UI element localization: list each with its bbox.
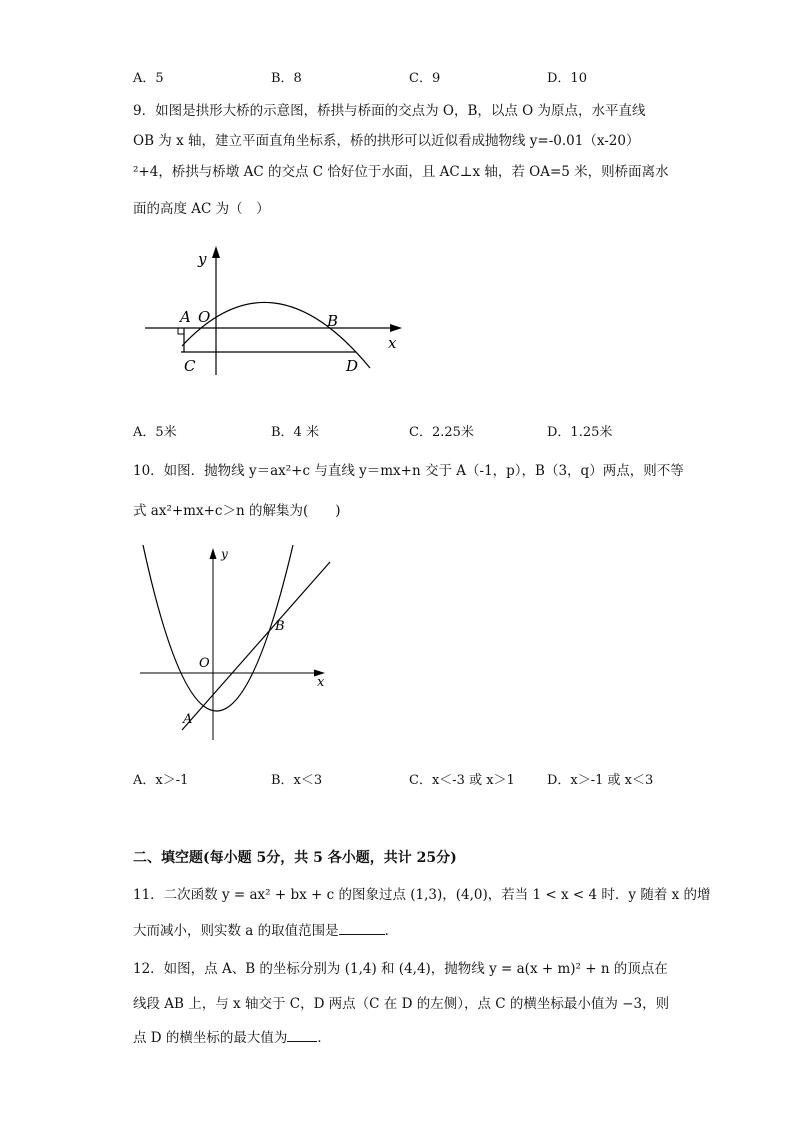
q10-option-a: A．x＞-1 xyxy=(133,773,189,788)
section-title-fill-in: 二、填空题(每小题 5分，共 5 各小题，共计 25分) xyxy=(133,850,457,866)
q11-text-line2 xyxy=(133,919,398,939)
q12-text-line3 xyxy=(133,1026,331,1046)
q9-label-b: B xyxy=(327,312,339,330)
q10-parabola xyxy=(143,545,293,711)
q11-answer-blank[interactable] xyxy=(339,934,385,935)
q10-graph-figure xyxy=(135,540,335,745)
q9-option-a: A．5米 xyxy=(133,425,177,440)
q10-text-line1: 10．如图．抛物线 y＝ax²+c 与直线 y＝mx+n 交于 A（-1，p），B（3，q）两点，则不等 xyxy=(133,463,684,479)
q8-option-c: C．9 xyxy=(409,71,441,86)
q10-label-a: A xyxy=(183,712,193,727)
q10-text-line2: 式 ax²+mx+c＞n 的解集为( ) xyxy=(133,503,341,519)
q8-option-b: B．8 xyxy=(271,71,302,86)
q9-option-b: B．4 米 xyxy=(271,425,319,440)
q11-text-line1: 11．二次函数 y = ax² + bx + c 的图象过点 (1,3)，(4,0)，若当 1 < x < 4 时．y 随着 x 的增 xyxy=(133,887,711,903)
q10-option-b: B．x＜3 xyxy=(271,773,323,788)
q9-label-o: O xyxy=(198,308,211,326)
q9-text-line1: 9．如图是拱形大桥的示意图，桥拱与桥面的交点为 O，B，以点 O 为原点，水平直线 xyxy=(133,103,646,119)
q9-option-d: D．1.25米 xyxy=(547,425,613,440)
q9-label-a: A xyxy=(180,308,191,326)
q12-line3-end: ． xyxy=(317,1030,331,1046)
q9-x-axis-arrow xyxy=(390,324,402,332)
q9-right-angle-mark xyxy=(178,328,184,334)
q12-text-line2: 线段 AB 上，与 x 轴交于 C，D 两点（C 在 D 的左侧），点 C 的横坐标最小值为 −3，则 xyxy=(133,996,670,1012)
q9-text-line2: OB 为 x 轴，建立平面直角坐标系，桥的拱形可以近似看成抛物线 y=-0.01（x-20） xyxy=(133,133,640,149)
q9-label-d: D xyxy=(346,357,359,375)
q9-bridge-figure xyxy=(140,240,410,380)
q9-label-y: y xyxy=(198,250,207,268)
q8-option-a: A．5 xyxy=(133,71,164,86)
q10-line xyxy=(182,562,330,730)
q9-label-c: C xyxy=(184,357,196,375)
q11-line2-end: ． xyxy=(384,923,399,939)
q10-y-axis-arrow xyxy=(210,548,217,559)
q10-label-o: O xyxy=(199,656,210,671)
q12-answer-blank[interactable] xyxy=(287,1041,317,1042)
q8-option-d: D．10 xyxy=(547,71,587,86)
q10-option-c: C．x＜-3 或 x＞1 xyxy=(409,773,515,788)
q12-line3-text: 点 D 的横坐标的最大值为 xyxy=(133,1030,288,1046)
q9-text-line3: ²+4，桥拱与桥墩 AC 的交点 C 恰好位于水面，且 AC⊥x 轴，若 OA=5 米，则桥面离水 xyxy=(133,164,669,180)
q9-label-x: x xyxy=(388,334,397,352)
q10-label-x: x xyxy=(317,675,325,690)
q9-option-c: C．2.25米 xyxy=(409,425,474,440)
q9-y-axis-arrow xyxy=(212,246,220,258)
q12-text-line1: 12．如图，点 A、B 的坐标分别为 (1,4) 和 (4,4)，抛物线 y = a(x + m)² + n 的顶点在 xyxy=(133,961,668,977)
q9-text-line4: 面的高度 AC 为（ ） xyxy=(133,201,270,217)
q10-option-d: D．x＞-1 或 x＜3 xyxy=(547,773,654,788)
q10-label-y: y xyxy=(221,547,228,561)
q11-line2-text: 大而减小，则实数 a 的取值范围是 xyxy=(133,923,339,939)
q10-label-b: B xyxy=(275,619,285,634)
